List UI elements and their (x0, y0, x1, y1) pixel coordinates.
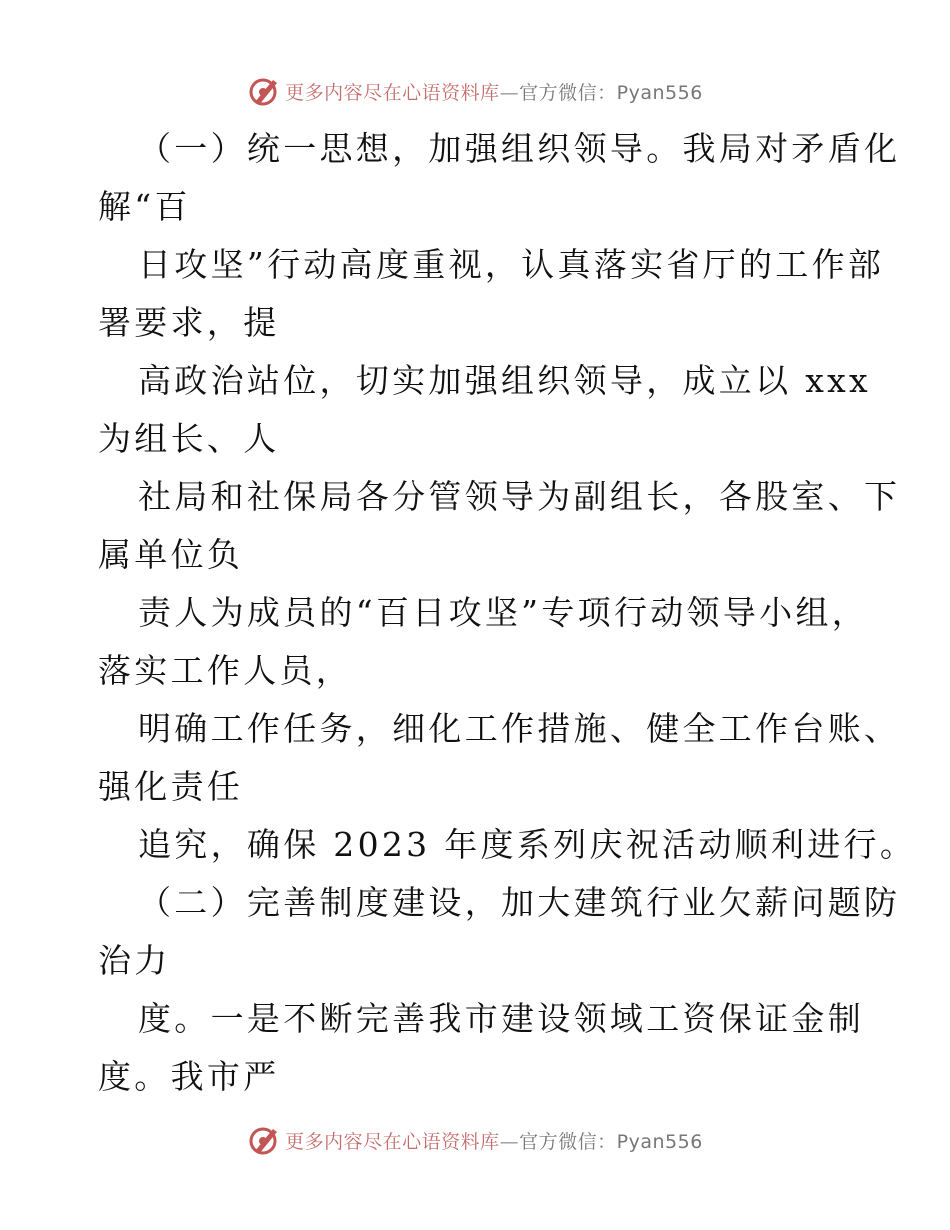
paragraph-line: 为组长、人 (98, 419, 280, 458)
paragraph-line: 度。一是不断完善我市建设领域工资保证金制 (138, 999, 864, 1038)
pen-logo-icon (247, 74, 281, 108)
paragraph-line: 社局和社保局各分管领导为副组长，各股室、下 (138, 477, 901, 516)
paragraph-line: 追究，确保 2023 年度系列庆祝活动顺利进行。 (138, 825, 917, 864)
paragraph-line: 属单位负 (98, 535, 244, 574)
paragraph-line: 解“百 (98, 187, 191, 226)
header-watermark (0, 71, 950, 111)
paragraph-line: 明确工作任务，细化工作措施、健全工作台账、 (138, 709, 901, 748)
paragraph-line: 责人为成员的“百日攻坚”专项行动领导小组， (138, 593, 869, 632)
paragraph-line: 度。我市严 (98, 1057, 280, 1096)
footer-watermark (0, 1120, 950, 1160)
paragraph-line: （一）统一思想，加强组织领导。我局对矛盾化 (138, 129, 901, 168)
paragraph-line: 高政治站位，切实加强组织领导，成立以 xxx (138, 361, 871, 400)
watermark-text: 更多内容尽在心语资料库—官方微信：Pyan556 (285, 1130, 703, 1153)
paragraph-line: 日攻坚”行动高度重视，认真落实省厅的工作部 (138, 245, 885, 284)
paragraph-line: 署要求，提 (98, 303, 280, 342)
pen-logo-icon (247, 1123, 281, 1157)
paragraph-line: 落实工作人员， (98, 651, 353, 690)
paragraph-line: 强化责任 (98, 767, 244, 806)
paragraph-line: 治力 (98, 941, 171, 980)
watermark-text: 更多内容尽在心语资料库—官方微信：Pyan556 (285, 81, 703, 104)
paragraph-line: （二）完善制度建设，加大建筑行业欠薪问题防 (138, 883, 901, 922)
